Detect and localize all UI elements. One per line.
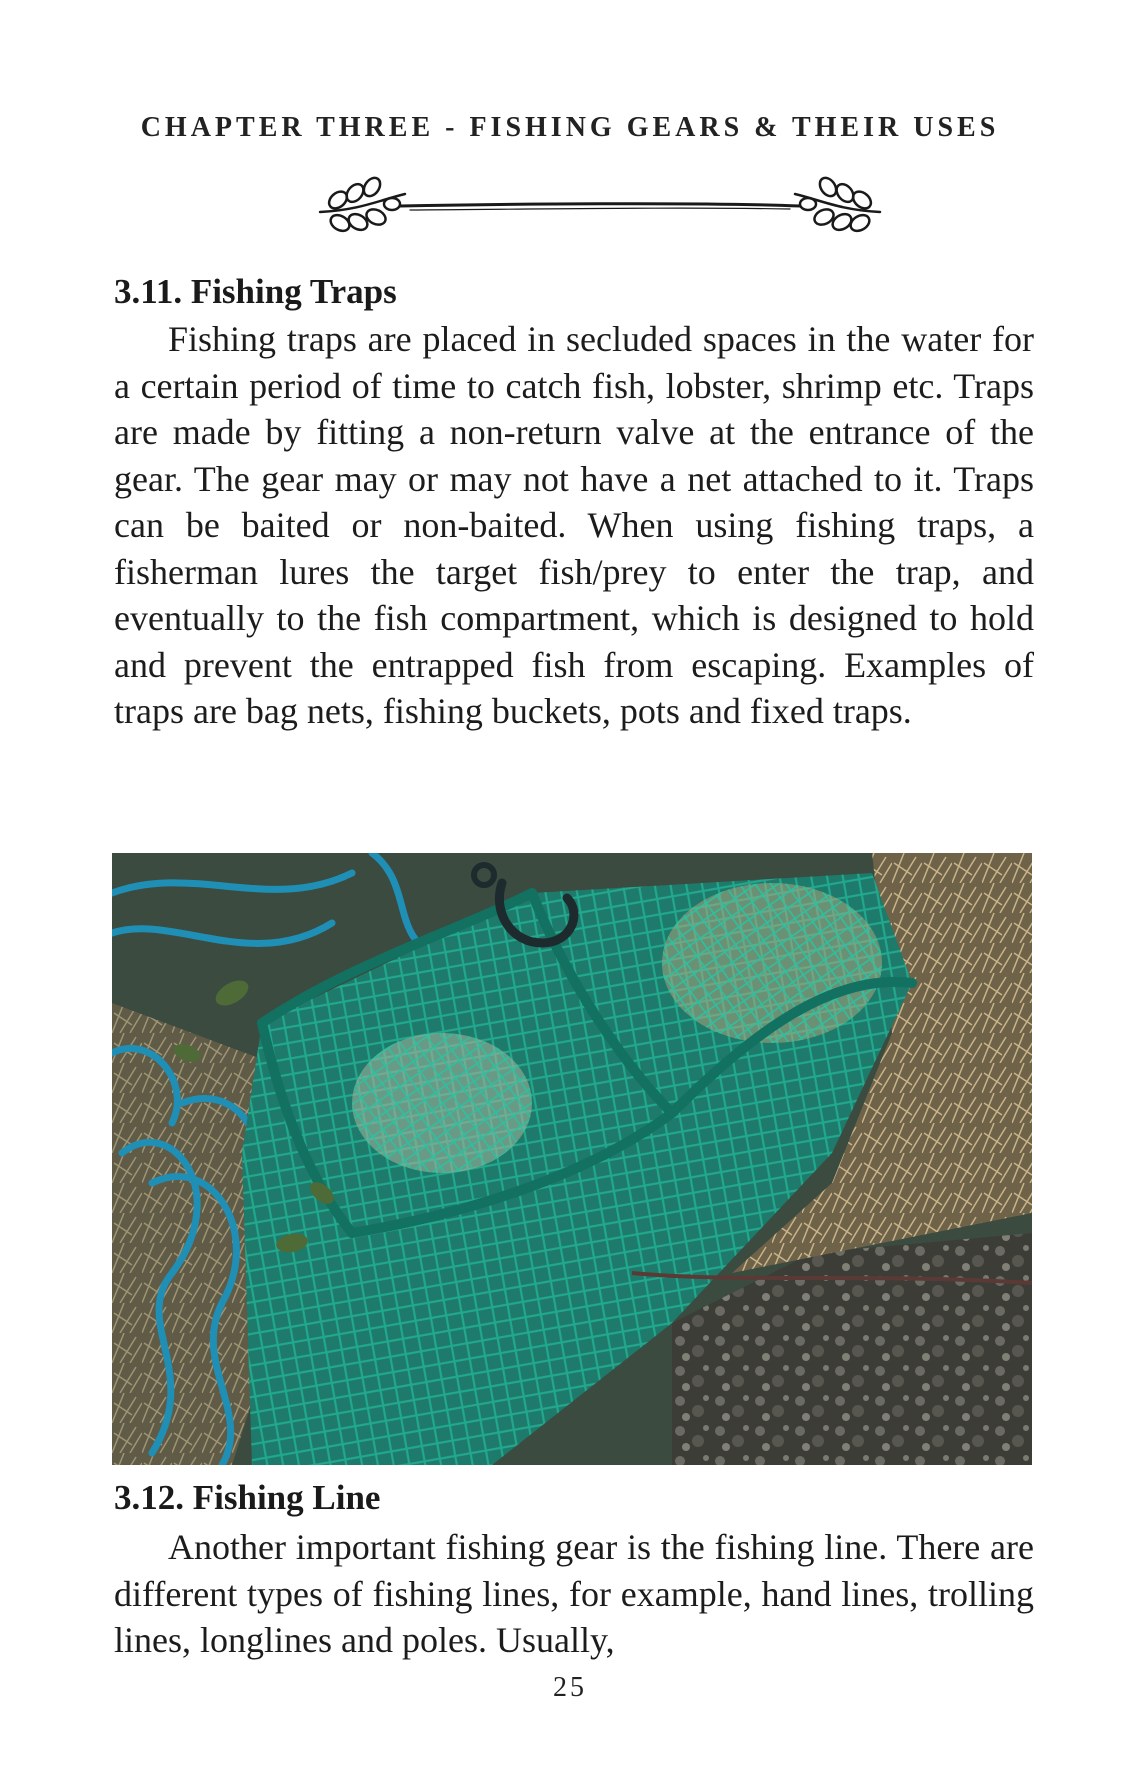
- chapter-header: CHAPTER THREE - FISHING GEARS & THEIR USES: [140, 112, 1000, 143]
- section-heading-line: 3.12. Fishing Line: [114, 1478, 381, 1517]
- paragraph-line: Another important fishing gear is the fishing line. There are different types of fishing lines, for example, hand lines, trolling lines, longlines and poles. Usually,: [114, 1527, 1034, 1660]
- paragraph-traps: Fishing traps are placed in secluded spaces in the water for a certain period of time to catch fish, lobster, shrimp etc. Traps are made by fitting a non-return valve at the entrance of the gear. The gear may or may not have a net attached to it. Traps can be baited or non-baited. When using fishing traps, a fisherman lures the target fish/prey to enter the trap, and eventually to the fish compartment, which is designed to hold and prevent the entrapped fish from escaping. Examples of traps are bag nets, fishing buckets, pots and fixed traps.: [114, 319, 1034, 731]
- fishing-trap-photo: [112, 853, 1032, 1465]
- leaf-divider-icon: [300, 160, 900, 240]
- page-number: 25: [553, 1672, 587, 1703]
- section-heading-traps: 3.11. Fishing Traps: [114, 272, 397, 311]
